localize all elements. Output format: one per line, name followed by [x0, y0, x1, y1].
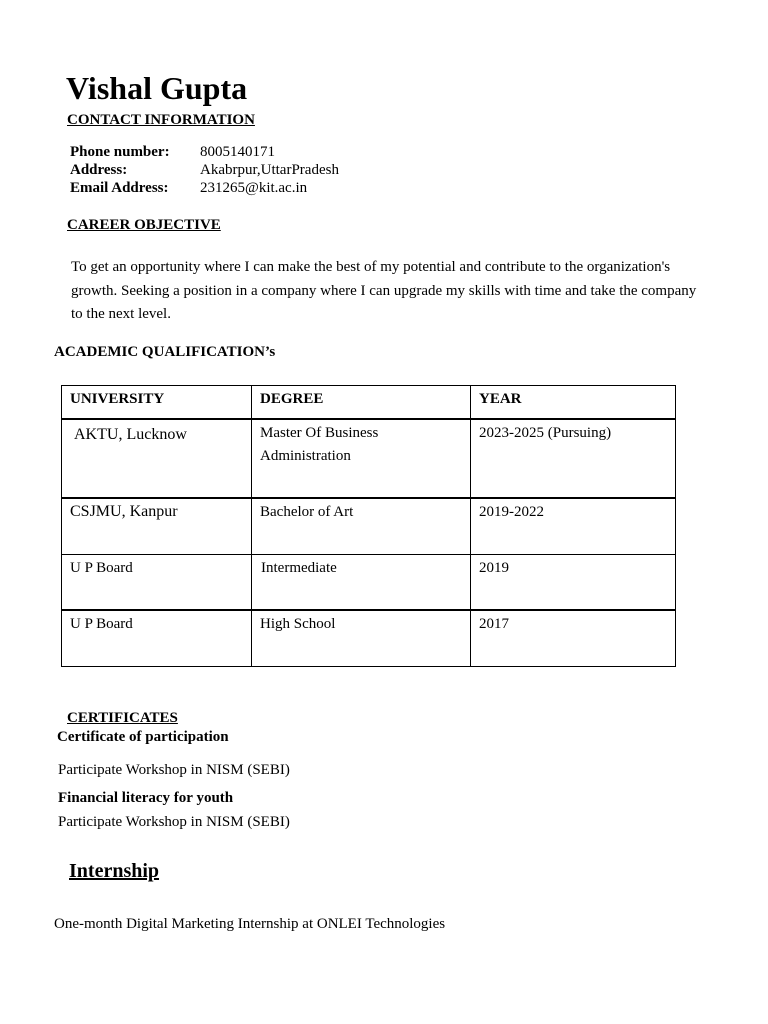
email-value: 231265@kit.ac.in: [200, 180, 308, 196]
table-row: [62, 498, 676, 554]
certificate-title: Financial literacy for youth: [58, 790, 234, 806]
university-cell: AKTU, Lucknow: [62, 419, 252, 498]
internship-heading: Internship: [69, 860, 160, 882]
degree-cell: High School: [252, 610, 471, 666]
internship-text: One-month Digital Marketing Internship at ONLEI Technologies: [54, 916, 446, 932]
certificate-detail: Participate Workshop in NISM (SEBI): [58, 762, 290, 778]
table-row: [62, 419, 676, 498]
academic-table: [61, 385, 676, 667]
email-label: Email Address:: [70, 180, 169, 196]
year-cell: 2019: [471, 554, 676, 610]
objective-heading: CAREER OBJECTIVE: [67, 217, 221, 233]
column-header-year: YEAR: [471, 386, 676, 420]
certificates-heading: CERTIFICATES: [67, 710, 178, 726]
contact-heading: CONTACT INFORMATION: [67, 112, 255, 128]
table-header-row: [62, 386, 676, 420]
resume-name: Vishal Gupta: [66, 70, 248, 106]
degree-cell: Bachelor of Art: [252, 498, 471, 554]
certificate-title: Certificate of participation: [57, 729, 229, 745]
degree-cell: Intermediate: [252, 554, 471, 610]
university-cell: U P Board: [62, 610, 252, 666]
column-header-university: UNIVERSITY: [62, 386, 252, 420]
phone-label: Phone number:: [70, 144, 170, 160]
year-cell: 2019-2022: [471, 498, 676, 554]
certificate-detail: Participate Workshop in NISM (SEBI): [58, 814, 290, 830]
university-cell: CSJMU, Kanpur: [62, 498, 252, 554]
university-cell: U P Board: [62, 554, 252, 610]
address-value: Akabrpur,UttarPradesh: [200, 162, 339, 178]
objective-text: To get an opportunity where I can make the best of my potential and contribute to the organization's growth. Seeking a position in a company where I can upgrade my skills with time and take the company to the next level.: [71, 259, 697, 322]
table-row: [62, 610, 676, 666]
year-cell: 2017: [471, 610, 676, 666]
address-label: Address:: [70, 162, 128, 178]
table-row: [62, 554, 676, 610]
column-header-degree: DEGREE: [252, 386, 471, 420]
academic-heading: ACADEMIC QUALIFICATION’s: [54, 344, 276, 360]
year-cell: 2023-2025 (Pursuing): [471, 419, 676, 498]
phone-value: 8005140171: [200, 144, 275, 160]
degree-cell: Master Of Business Administration: [252, 419, 471, 498]
